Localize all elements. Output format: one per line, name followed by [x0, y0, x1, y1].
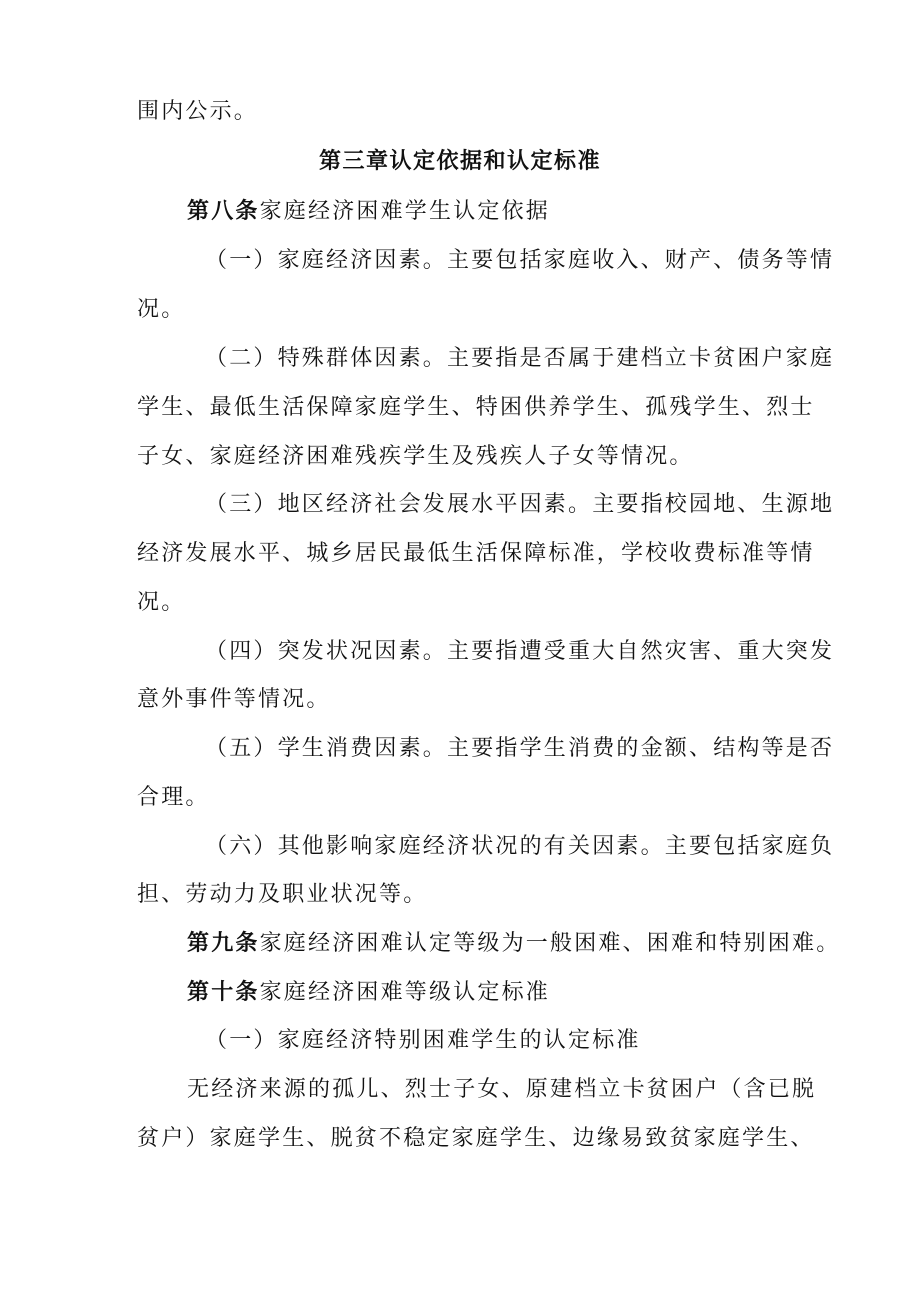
item-8-6-line-1: （六）其他影响家庭经济状况的有关因素。主要包括家庭负 [205, 834, 835, 859]
subheading-10-1: （一）家庭经济特别困难学生的认定标准 [205, 1028, 641, 1053]
item-8-2-line-2: 学生、最低生活保障家庭学生、特困供养学生、孤残学生、烈士 [137, 395, 815, 420]
item-8-3-line-1: （三）地区经济社会发展水平因素。主要指校园地、生源地 [205, 492, 835, 517]
article-9 [187, 924, 920, 964]
paragraph-line-1: 无经济来源的孤儿、烈士子女、原建档立卡贫困户（含已脱 [187, 1077, 817, 1102]
item-8-2-line-3: 子女、家庭经济困难残疾学生及残疾人子女等情况。 [137, 444, 694, 469]
item-8-5-line-2: 合理。 [137, 785, 210, 810]
continuation-line: 围内公示。 [137, 99, 259, 124]
article-10-label: 第十条 [187, 980, 260, 1005]
chapter-title: 第三章认定依据和认定标准 [318, 149, 601, 174]
article-8-text: 家庭经济困难学生认定依据 [259, 199, 551, 224]
article-10-text: 家庭经济困难等级认定标准 [259, 980, 551, 1005]
item-8-4-line-1: （四）突发状况因素。主要指遭受重大自然灾害、重大突发 [205, 639, 835, 664]
article-8 [187, 192, 920, 232]
paragraph-line-2: 贫户）家庭学生、脱贫不稳定家庭学生、边缘易致贫家庭学生、 [137, 1126, 815, 1151]
article-8-label: 第八条 [187, 199, 260, 224]
item-8-4-line-2: 意外事件等情况。 [137, 687, 331, 712]
item-8-6-line-2: 担、劳动力及职业状况等。 [137, 882, 428, 907]
item-8-5-line-1: （五）学生消费因素。主要指学生消费的金额、结构等是否 [205, 736, 835, 761]
article-10 [187, 973, 920, 1013]
article-9-label: 第九条 [187, 931, 260, 956]
item-8-3-line-2: 经济发展水平、城乡居民最低生活保障标准，学校收费标准等情 [137, 541, 815, 566]
article-9-text: 家庭经济困难认定等级为一般困难、困难和特别困难。 [259, 931, 841, 956]
item-8-1-line-1: （一）家庭经济因素。主要包括家庭收入、财产、债务等情 [205, 248, 835, 273]
item-8-1-line-2: 况。 [137, 297, 186, 322]
item-8-3-line-3: 况。 [137, 590, 186, 615]
item-8-2-line-1: （二）特殊群体因素。主要指是否属于建档立卡贫困户家庭 [205, 346, 835, 371]
